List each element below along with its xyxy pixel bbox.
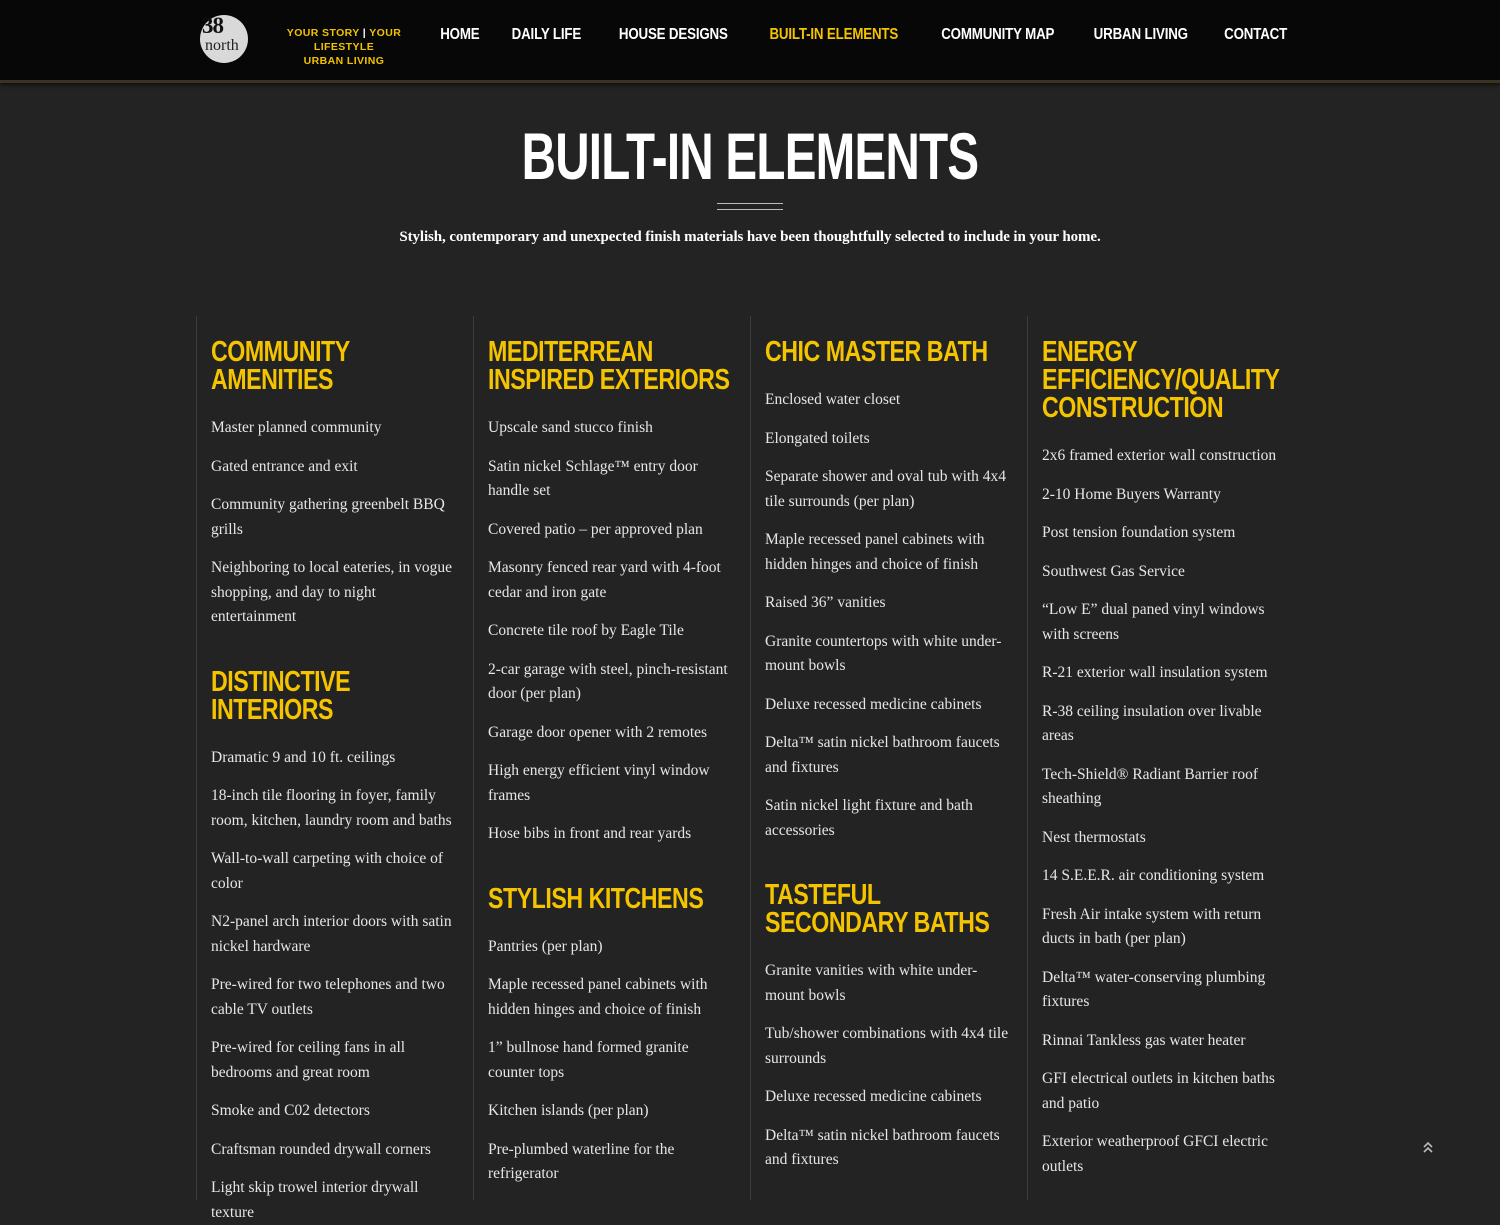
page-intro: Stylish, contemporary and unexpected finish materials have been thoughtfully selected to include in your home. xyxy=(0,229,1500,246)
list-item: High energy efficient vinyl window frames xyxy=(488,759,734,808)
list-item: R-21 exterior wall insulation system xyxy=(1042,661,1288,686)
feature-list xyxy=(211,416,457,630)
list-item: 2-car garage with steel, pinch-resistant door (per plan) xyxy=(488,658,734,707)
list-item: Community gathering greenbelt BBQ grills xyxy=(211,493,457,542)
tagline-part1: YOUR STORY xyxy=(287,27,360,39)
list-item: Masonry fenced rear yard with 4-foot cedar and iron gate xyxy=(488,556,734,605)
logo-number: 38 xyxy=(202,13,223,39)
section-title: MEDITERREAN INSPIRED EXTERIORS xyxy=(488,338,732,394)
list-item: Master planned community xyxy=(211,416,457,441)
list-item: Post tension foundation system xyxy=(1042,521,1288,546)
feature-section xyxy=(211,338,457,630)
list-item: 18-inch tile flooring in foyer, family room, kitchen, laundry room and baths xyxy=(211,784,457,833)
site-tagline xyxy=(256,26,432,68)
list-item: Upscale sand stucco finish xyxy=(488,416,734,441)
list-item: Deluxe recessed medicine cabinets xyxy=(765,1085,1011,1110)
list-item: Pantries (per plan) xyxy=(488,935,734,960)
feature-column xyxy=(1027,316,1304,1200)
list-item: 2x6 framed exterior wall construction xyxy=(1042,444,1288,469)
list-item: Garage door opener with 2 remotes xyxy=(488,721,734,746)
tagline-part2: YOUR LIFESTYLE xyxy=(314,27,401,53)
site-header xyxy=(0,0,1500,83)
nav-built-in-elements[interactable]: BUILT-IN ELEMENTS xyxy=(770,26,899,44)
feature-list xyxy=(765,959,1011,1173)
section-title: DISTINCTIVE INTERIORS xyxy=(211,668,467,724)
feature-column xyxy=(473,316,750,1200)
section-title: ENERGY EFFICIENCY/QUALITY CONSTRUCTION xyxy=(1042,338,1258,422)
feature-column xyxy=(750,316,1027,1200)
list-item: Craftsman rounded drywall corners xyxy=(211,1138,457,1163)
list-item: Enclosed water closet xyxy=(765,388,1011,413)
list-item: Satin nickel Schlage™ entry door handle set xyxy=(488,455,734,504)
list-item: Granite countertops with white under-mount bowls xyxy=(765,630,1011,679)
list-item: R-38 ceiling insulation over livable areas xyxy=(1042,700,1288,749)
feature-columns xyxy=(196,316,1304,1200)
scroll-top-glyph xyxy=(1422,1140,1434,1154)
list-item: Delta™ water-conserving plumbing fixtures xyxy=(1042,966,1288,1015)
list-item: Pre-wired for ceiling fans in all bedrooms and great room xyxy=(211,1036,457,1085)
list-item: Dramatic 9 and 10 ft. ceilings xyxy=(211,746,457,771)
feature-section xyxy=(1042,338,1288,1179)
nav-community-map[interactable]: COMMUNITY MAP xyxy=(941,26,1054,44)
list-item: Granite vanities with white under-mount bowls xyxy=(765,959,1011,1008)
tagline-line2: URBAN LIVING xyxy=(256,54,432,68)
list-item: Tub/shower combinations with 4x4 tile surrounds xyxy=(765,1022,1011,1071)
list-item: 1” bullnose hand formed granite counter tops xyxy=(488,1036,734,1085)
section-title: CHIC MASTER BATH xyxy=(765,338,1021,366)
list-item: Maple recessed panel cabinets with hidden hinges and choice of finish xyxy=(488,973,734,1022)
list-item: Kitchen islands (per plan) xyxy=(488,1099,734,1124)
feature-list xyxy=(765,388,1011,843)
list-item: Delta™ satin nickel bathroom faucets and fixtures xyxy=(765,731,1011,780)
logo-word: north xyxy=(205,37,239,55)
feature-section xyxy=(211,668,457,1225)
feature-section xyxy=(488,338,734,847)
list-item: Separate shower and oval tub with 4x4 tile surrounds (per plan) xyxy=(765,465,1011,514)
list-item: Pre-plumbed waterline for the refrigerator xyxy=(488,1138,734,1187)
page-title: BUILT-IN ELEMENTS xyxy=(210,118,1290,194)
list-item: Light skip trowel interior drywall texture xyxy=(211,1176,457,1225)
list-item: 2-10 Home Buyers Warranty xyxy=(1042,483,1288,508)
list-item: Elongated toilets xyxy=(765,427,1011,452)
nav-home[interactable]: HOME xyxy=(440,26,479,44)
section-title: COMMUNITY AMENITIES xyxy=(211,338,467,394)
list-item: GFI electrical outlets in kitchen baths and patio xyxy=(1042,1067,1288,1116)
list-item: Tech-Shield® Radiant Barrier roof sheathing xyxy=(1042,763,1288,812)
site-logo[interactable] xyxy=(200,15,248,63)
list-item: 14 S.E.E.R. air conditioning system xyxy=(1042,864,1288,889)
list-item: Covered patio – per approved plan xyxy=(488,518,734,543)
list-item: N2-panel arch interior doors with satin nickel hardware xyxy=(211,910,457,959)
tagline-separator: | xyxy=(359,27,369,39)
list-item: “Low E” dual paned vinyl windows with screens xyxy=(1042,598,1288,647)
feature-list xyxy=(1042,444,1288,1179)
list-item: Delta™ satin nickel bathroom faucets and fixtures xyxy=(765,1124,1011,1173)
list-item: Gated entrance and exit xyxy=(211,455,457,480)
list-item: Deluxe recessed medicine cabinets xyxy=(765,693,1011,718)
list-item: Nest thermostats xyxy=(1042,826,1288,851)
section-title: TASTEFUL SECONDARY BATHS xyxy=(765,881,997,937)
list-item: Southwest Gas Service xyxy=(1042,560,1288,585)
feature-section xyxy=(765,881,1011,1173)
nav-house-designs[interactable]: HOUSE DESIGNS xyxy=(618,26,727,44)
list-item: Wall-to-wall carpeting with choice of color xyxy=(211,847,457,896)
list-item: Neighboring to local eateries, in vogue shopping, and day to night entertainment xyxy=(211,556,457,630)
list-item: Satin nickel light fixture and bath accessories xyxy=(765,794,1011,843)
list-item: Rinnai Tankless gas water heater xyxy=(1042,1029,1288,1054)
section-title: STYLISH KITCHENS xyxy=(488,885,744,913)
feature-section xyxy=(488,885,734,1187)
list-item: Hose bibs in front and rear yards xyxy=(488,822,734,847)
list-item: Concrete tile roof by Eagle Tile xyxy=(488,619,734,644)
feature-list xyxy=(488,935,734,1187)
feature-section xyxy=(765,338,1011,843)
list-item: Raised 36” vanities xyxy=(765,591,1011,616)
feature-column xyxy=(196,316,473,1200)
nav-urban-living[interactable]: URBAN LIVING xyxy=(1094,26,1188,44)
main-nav xyxy=(443,26,1286,44)
list-item: Maple recessed panel cabinets with hidden hinges and choice of finish xyxy=(765,528,1011,577)
double-chevron-up-icon[interactable] xyxy=(1419,1140,1437,1158)
feature-list xyxy=(211,746,457,1225)
nav-daily-life[interactable]: DAILY LIFE xyxy=(512,26,581,44)
list-item: Fresh Air intake system with return ducts in bath (per plan) xyxy=(1042,903,1288,952)
list-item: Smoke and C02 detectors xyxy=(211,1099,457,1124)
title-divider xyxy=(717,203,783,210)
list-item: Pre-wired for two telephones and two cable TV outlets xyxy=(211,973,457,1022)
nav-contact[interactable]: CONTACT xyxy=(1224,26,1287,44)
feature-list xyxy=(488,416,734,847)
list-item: Exterior weatherproof GFCI electric outlets xyxy=(1042,1130,1288,1179)
